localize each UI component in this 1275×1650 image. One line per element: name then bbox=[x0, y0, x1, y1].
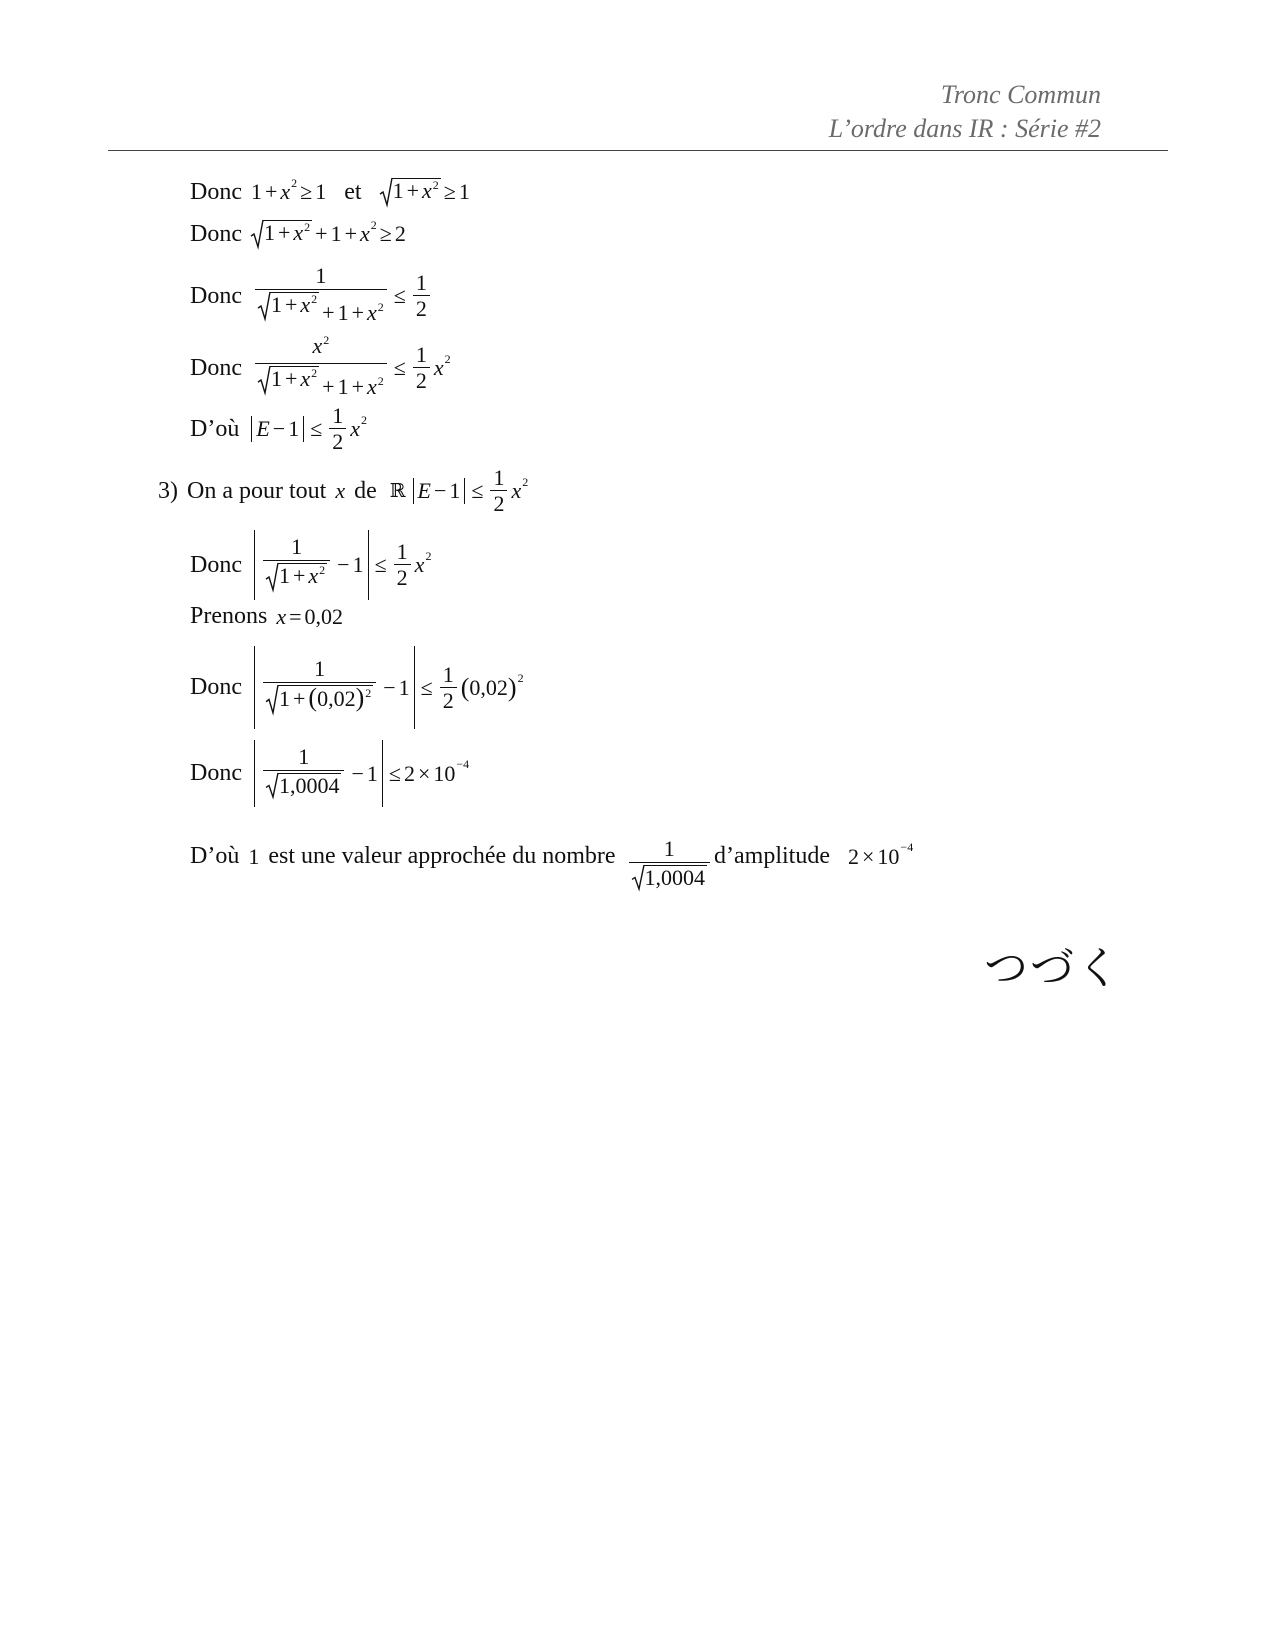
num: 1 bbox=[315, 179, 327, 204]
exp: 2 bbox=[365, 686, 372, 700]
value: 1,0004 bbox=[644, 865, 706, 890]
op-plus: + bbox=[292, 686, 306, 711]
line-9 bbox=[190, 646, 524, 729]
op-minus: − bbox=[337, 552, 350, 577]
exp: 2 bbox=[377, 374, 384, 388]
fraction-half bbox=[413, 344, 430, 392]
op-geq: ≥ bbox=[379, 221, 392, 246]
var-x: x bbox=[300, 292, 311, 317]
exp: 2 bbox=[291, 175, 298, 190]
fraction bbox=[263, 744, 345, 803]
op-plus: + bbox=[284, 366, 298, 391]
paren: ( bbox=[308, 683, 318, 712]
denominator: 2 bbox=[394, 564, 411, 589]
var-x: x bbox=[367, 300, 377, 325]
numerator: 1 bbox=[396, 539, 408, 564]
op-minus: − bbox=[272, 416, 286, 441]
denominator: 2 bbox=[440, 687, 457, 712]
word-donc: Donc bbox=[190, 282, 242, 309]
op-leq: ≤ bbox=[310, 416, 323, 441]
page-header bbox=[829, 78, 1101, 146]
op-plus: + bbox=[264, 179, 278, 204]
line-7 bbox=[190, 530, 431, 600]
absolute-value bbox=[413, 478, 466, 504]
num: 1 bbox=[278, 686, 290, 711]
word-dou: D’où bbox=[190, 415, 240, 442]
fraction-half bbox=[440, 661, 457, 713]
op-plus: + bbox=[284, 292, 298, 317]
sqrt bbox=[380, 178, 441, 206]
item-text: On a pour tout bbox=[187, 477, 327, 504]
conclusion-text: est une valeur approchée du nombre bbox=[268, 843, 616, 869]
word-donc: Donc bbox=[190, 354, 242, 381]
num: 1 bbox=[270, 292, 282, 317]
fraction bbox=[255, 263, 387, 329]
op-plus: + bbox=[277, 220, 291, 245]
var-x: x bbox=[422, 178, 432, 203]
var-x: x bbox=[350, 416, 361, 441]
num: 1 bbox=[366, 760, 378, 786]
line-2 bbox=[190, 217, 406, 248]
var-x: x bbox=[335, 478, 346, 503]
line-1 bbox=[190, 175, 470, 206]
op-times: × bbox=[862, 843, 875, 869]
num: 1 bbox=[250, 179, 262, 204]
word-amplitude: d’amplitude bbox=[714, 843, 830, 869]
num: 2 bbox=[394, 221, 406, 246]
op-leq: ≤ bbox=[471, 478, 484, 503]
exp: 2 bbox=[432, 178, 439, 192]
denominator bbox=[629, 862, 711, 895]
line-conclusion bbox=[190, 818, 913, 895]
fraction-half bbox=[413, 272, 430, 320]
exp: 2 bbox=[444, 351, 451, 366]
value: 1,0004 bbox=[278, 773, 340, 798]
paren: ( bbox=[460, 672, 470, 702]
fraction bbox=[263, 534, 330, 596]
exp: 2 bbox=[323, 333, 330, 347]
exp: 2 bbox=[311, 366, 318, 380]
real-numbers-symbol: ℝ bbox=[389, 480, 406, 502]
line-item-3 bbox=[158, 467, 528, 515]
to-be-continued: つづく bbox=[984, 943, 1122, 994]
exp: −4 bbox=[900, 840, 914, 854]
value: 0,02 bbox=[469, 674, 508, 700]
denominator bbox=[255, 289, 387, 329]
num: 1 bbox=[449, 478, 461, 503]
var-x: x bbox=[280, 179, 291, 204]
num: 1 bbox=[392, 178, 404, 203]
word-donc: Donc bbox=[190, 674, 242, 700]
numerator: 1 bbox=[332, 403, 344, 428]
exp: 2 bbox=[304, 220, 311, 234]
absolute-value bbox=[254, 530, 369, 600]
word-et: et bbox=[344, 178, 362, 205]
op-plus: + bbox=[322, 300, 335, 325]
num: 10 bbox=[433, 760, 456, 786]
numerator bbox=[310, 333, 333, 363]
op-geq: ≥ bbox=[300, 179, 313, 204]
exp: 2 bbox=[522, 474, 529, 489]
op-geq: ≥ bbox=[443, 179, 456, 204]
op-times: × bbox=[417, 760, 431, 786]
word-donc: Donc bbox=[190, 178, 242, 205]
fraction-half bbox=[329, 405, 346, 453]
op-plus: + bbox=[315, 221, 328, 246]
numerator: 1 bbox=[314, 656, 326, 681]
var-x: x bbox=[414, 552, 425, 577]
var-x: x bbox=[300, 366, 311, 391]
var-x: x bbox=[511, 478, 522, 503]
num: 1 bbox=[248, 843, 260, 869]
line-3 bbox=[190, 263, 434, 329]
numerator: 1 bbox=[663, 836, 675, 861]
denominator bbox=[263, 682, 376, 719]
num: 2 bbox=[403, 760, 415, 786]
var-E: E bbox=[417, 478, 431, 503]
fraction bbox=[263, 656, 376, 719]
op-leq: ≤ bbox=[420, 674, 433, 700]
var-x: x bbox=[312, 333, 323, 358]
line-4 bbox=[190, 333, 451, 403]
op-leq: ≤ bbox=[393, 355, 406, 380]
numerator: 1 bbox=[415, 342, 427, 367]
num: 1 bbox=[458, 179, 470, 204]
header-course: Tronc Commun bbox=[940, 80, 1101, 109]
var-x: x bbox=[308, 563, 319, 588]
num: 1 bbox=[352, 552, 364, 577]
op-minus: − bbox=[383, 674, 396, 700]
numerator: 1 bbox=[315, 263, 327, 288]
fraction bbox=[255, 333, 387, 403]
absolute-value bbox=[251, 416, 304, 442]
num: 10 bbox=[877, 843, 900, 869]
denominator: 2 bbox=[413, 367, 430, 392]
denominator: 2 bbox=[490, 490, 507, 515]
absolute-value bbox=[254, 740, 383, 807]
numerator: 1 bbox=[291, 534, 303, 559]
var-x: x bbox=[360, 221, 370, 246]
paren: ) bbox=[507, 672, 517, 702]
line-10 bbox=[190, 740, 469, 807]
word-prenons: Prenons bbox=[190, 603, 268, 629]
paren: ) bbox=[355, 683, 365, 712]
word-donc: Donc bbox=[190, 220, 242, 247]
op-plus: + bbox=[406, 178, 419, 203]
denominator: 2 bbox=[413, 295, 430, 320]
fraction bbox=[629, 836, 711, 895]
exp: 2 bbox=[311, 292, 318, 306]
var-x: x bbox=[367, 374, 377, 399]
num: 1 bbox=[278, 563, 290, 588]
denominator bbox=[263, 770, 345, 803]
num: 1 bbox=[270, 366, 282, 391]
denominator bbox=[263, 560, 330, 596]
num: 1 bbox=[330, 221, 342, 246]
op-plus: + bbox=[351, 300, 365, 325]
item-number: 3) bbox=[158, 477, 178, 504]
header-rule bbox=[108, 150, 1168, 151]
numerator: 1 bbox=[415, 270, 427, 295]
word-donc: Donc bbox=[190, 760, 242, 786]
var-x: x bbox=[276, 603, 287, 629]
exp: 2 bbox=[319, 563, 326, 577]
op-leq: ≤ bbox=[393, 283, 406, 308]
exp: 2 bbox=[370, 217, 377, 232]
numerator: 1 bbox=[298, 744, 310, 769]
num: 1 bbox=[337, 300, 349, 325]
denominator: 2 bbox=[329, 428, 346, 453]
op-plus: + bbox=[292, 563, 306, 588]
denominator bbox=[255, 363, 387, 403]
value: 0,02 bbox=[304, 603, 344, 629]
op-eq: = bbox=[289, 603, 302, 629]
exp: 2 bbox=[425, 548, 432, 563]
num: 1 bbox=[337, 374, 349, 399]
op-plus: + bbox=[344, 221, 358, 246]
op-plus: + bbox=[351, 374, 365, 399]
word-donc: Donc bbox=[190, 551, 242, 578]
word-dou: D’où bbox=[190, 843, 240, 869]
var-E: E bbox=[256, 416, 270, 441]
num: 1 bbox=[398, 674, 410, 700]
op-plus: + bbox=[322, 374, 335, 399]
fraction-half bbox=[394, 541, 411, 589]
sqrt bbox=[251, 220, 312, 248]
op-minus: − bbox=[351, 760, 364, 786]
exp: 2 bbox=[517, 671, 524, 685]
num: 1 bbox=[263, 220, 275, 245]
num: 2 bbox=[848, 843, 859, 869]
fraction-half bbox=[490, 467, 507, 515]
word-de: de bbox=[354, 477, 377, 504]
exp: −4 bbox=[456, 757, 470, 771]
numerator: 1 bbox=[442, 661, 454, 687]
exp: 2 bbox=[361, 412, 368, 427]
op-minus: − bbox=[433, 478, 447, 503]
value: 0,02 bbox=[317, 686, 356, 711]
op-leq: ≤ bbox=[388, 760, 401, 786]
num: 1 bbox=[288, 416, 300, 441]
line-5 bbox=[190, 405, 367, 453]
line-8 bbox=[190, 603, 343, 630]
numerator: 1 bbox=[493, 465, 505, 490]
var-x: x bbox=[433, 355, 444, 380]
absolute-value bbox=[254, 646, 415, 729]
exp: 2 bbox=[377, 300, 384, 314]
header-title: L’ordre dans IR : Série #2 bbox=[828, 114, 1101, 143]
var-x: x bbox=[293, 220, 304, 245]
op-leq: ≤ bbox=[374, 552, 387, 577]
